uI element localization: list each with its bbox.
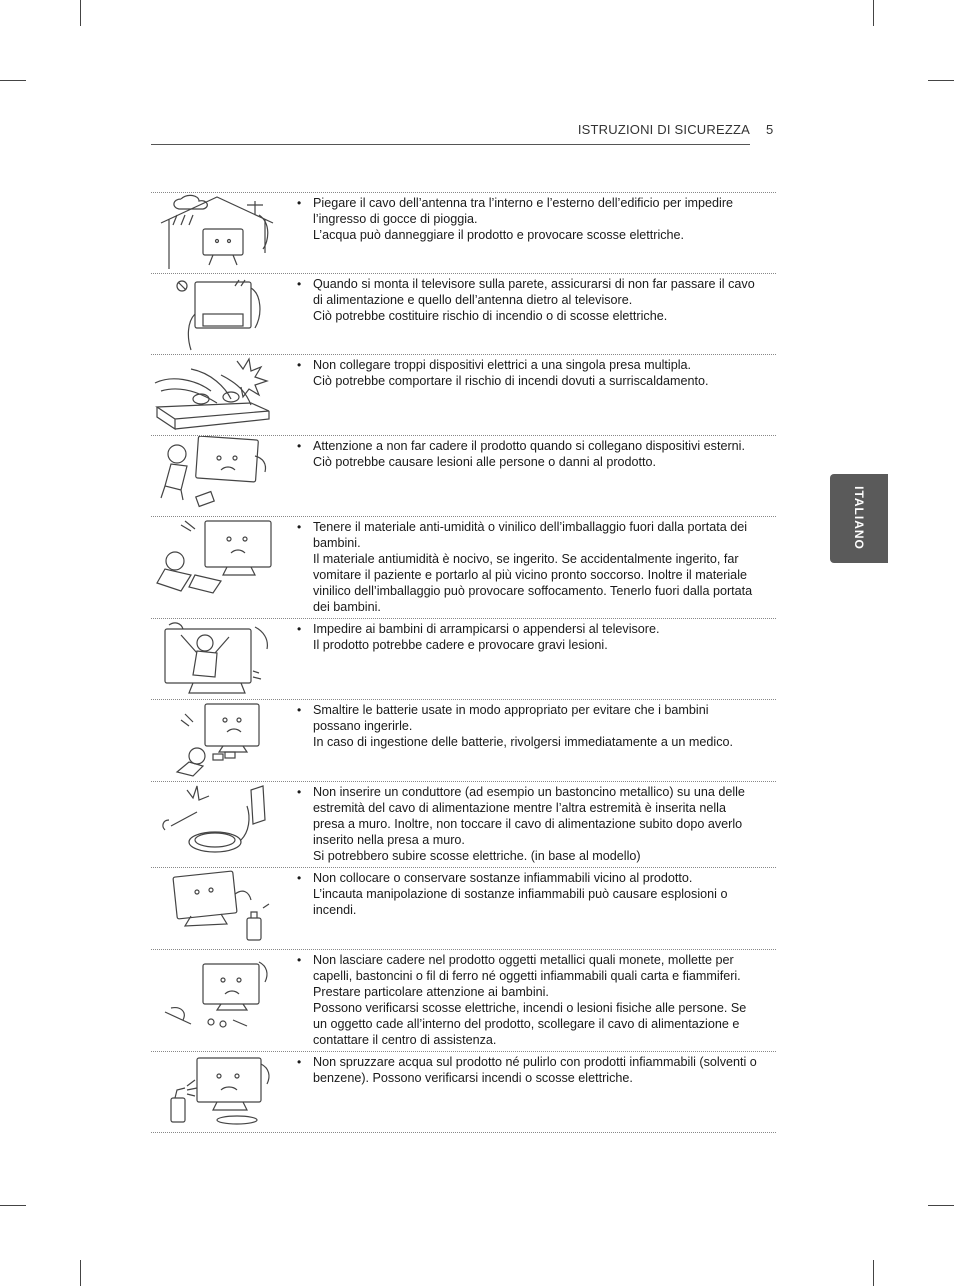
- metal-rod-power-cord-illustration: [151, 782, 283, 860]
- crop-mark: [928, 1205, 954, 1206]
- water-spray-illustration: [151, 1052, 283, 1130]
- crop-mark: [873, 0, 874, 26]
- item-text: Quando si monta il televisore sulla parete, assicurarsi di non far passare il cavo di alimentazione e quello dell’antenna dietro al televisore.: [313, 277, 755, 307]
- item-text: Ciò potrebbe causare lesioni alle persone o danni al prodotto.: [313, 454, 657, 469]
- bullet-icon: •: [297, 439, 302, 453]
- item-text: Il prodotto potrebbe cadere e provocare gravi lesioni.: [313, 637, 608, 652]
- header-rule: [151, 144, 750, 145]
- safety-item: [151, 193, 776, 274]
- safety-item: [151, 700, 776, 782]
- bullet-icon: •: [297, 277, 302, 291]
- bullet-icon: •: [297, 953, 302, 967]
- antenna-house-illustration: [151, 193, 283, 271]
- page-number: 5: [766, 122, 774, 137]
- safety-item: [151, 950, 776, 1052]
- item-text: Non lasciare cadere nel prodotto oggetti metallici quali monete, mollette per capelli, bastoncini o fil di ferro né oggetti infiammabili quali carta e fiammiferi. Prestare particolare attenzione ai bambini.: [313, 953, 741, 999]
- child-packaging-illustration: [151, 517, 283, 595]
- falling-tv-external-device-illustration: [151, 436, 283, 514]
- item-text: Possono verificarsi scosse elettriche, incendi o lesioni fisiche alle persone. Se un oggetto cade all’interno del prodotto, scollegare il cavo di alimentazione e contattare il centro di assistenza.: [313, 1000, 747, 1047]
- safety-item: [151, 355, 776, 436]
- child-climbing-tv-illustration: [151, 619, 283, 697]
- item-text: In caso di ingestione delle batterie, rivolgersi immediatamente a un medico.: [313, 734, 734, 749]
- language-tab-label: ITALIANO: [852, 486, 866, 550]
- safety-item: [151, 274, 776, 355]
- language-tab: [830, 474, 888, 563]
- bullet-icon: •: [297, 196, 302, 210]
- bullet-icon: •: [297, 703, 302, 717]
- item-text: Non collocare o conservare sostanze infiammabili vicino al prodotto.: [313, 871, 693, 885]
- item-text: Piegare il cavo dell’antenna tra l’interno e l’esterno dell’edificio per impedire l’ingresso di gocce di pioggia.: [313, 196, 734, 226]
- wall-mount-cable-illustration: [151, 274, 283, 352]
- item-text: Non inserire un conduttore (ad esempio un bastoncino metallico) su una delle estremità del cavo di alimentazione mentre l’altra estremità è inserita nella presa a muro. Inoltre, non toccare il cavo di alimentazione subito dopo averlo inserito nella presa a muro.: [313, 785, 745, 847]
- item-text: Si potrebbero subire scosse elettriche. (in base al modello): [313, 848, 641, 863]
- section-title: ISTRUZIONI DI SICUREZZA: [577, 122, 750, 137]
- overloaded-power-strip-illustration: [151, 355, 283, 433]
- item-text: Attenzione a non far cadere il prodotto quando si collegano dispositivi esterni.: [313, 439, 745, 453]
- bullet-icon: •: [297, 871, 302, 885]
- item-text: L’acqua può danneggiare il prodotto e provocare scosse elettriche.: [313, 227, 685, 242]
- safety-item: [151, 517, 776, 619]
- safety-item: [151, 619, 776, 700]
- bullet-icon: •: [297, 358, 302, 372]
- safety-item: [151, 782, 776, 868]
- child-battery-illustration: [151, 700, 283, 778]
- safety-item: [151, 1052, 776, 1133]
- item-text: Il materiale antiumidità è nocivo, se ingerito. Se accidentalmente ingerito, far vomitare il paziente e portarlo al più vicino pronto soccorso. Inoltre il materiale vinilico dell’imballaggio può provocare soffocamento. Tenerlo fuori dalla portata dei bambini.: [313, 551, 753, 614]
- bullet-icon: •: [297, 520, 302, 534]
- flammable-substance-illustration: [151, 868, 283, 946]
- crop-mark: [80, 0, 81, 26]
- item-text: Tenere il materiale anti-umidità o vinilico dell’imballaggio fuori dalla portata dei bambini.: [313, 520, 748, 550]
- item-text: Smaltire le batterie usate in modo appropriato per evitare che i bambini possano ingerirle.: [313, 703, 709, 733]
- safety-item: [151, 436, 776, 517]
- item-text: Impedire ai bambini di arrampicarsi o appendersi al televisore.: [313, 622, 660, 636]
- safety-list: [151, 192, 776, 1133]
- bullet-icon: •: [297, 1055, 302, 1069]
- crop-mark: [80, 1260, 81, 1286]
- item-text: Non collegare troppi dispositivi elettrici a una singola presa multipla.: [313, 358, 692, 372]
- item-text: Non spruzzare acqua sul prodotto né pulirlo con prodotti infiammabili (solventi o benzene). Possono verificarsi incendi o scosse elettriche.: [313, 1055, 757, 1085]
- bullet-icon: •: [297, 785, 302, 799]
- item-text: Ciò potrebbe costituire rischio di incendio o di scosse elettriche.: [313, 308, 668, 323]
- crop-mark: [0, 1205, 26, 1206]
- crop-mark: [873, 1260, 874, 1286]
- safety-item: [151, 868, 776, 950]
- item-text: L’incauta manipolazione di sostanze infiammabili può causare esplosioni o incendi.: [313, 886, 728, 917]
- metal-objects-falling-illustration: [151, 950, 283, 1028]
- item-text: Ciò potrebbe comportare il rischio di incendi dovuti a surriscaldamento.: [313, 373, 709, 388]
- crop-mark: [0, 80, 26, 81]
- bullet-icon: •: [297, 622, 302, 636]
- crop-mark: [928, 80, 954, 81]
